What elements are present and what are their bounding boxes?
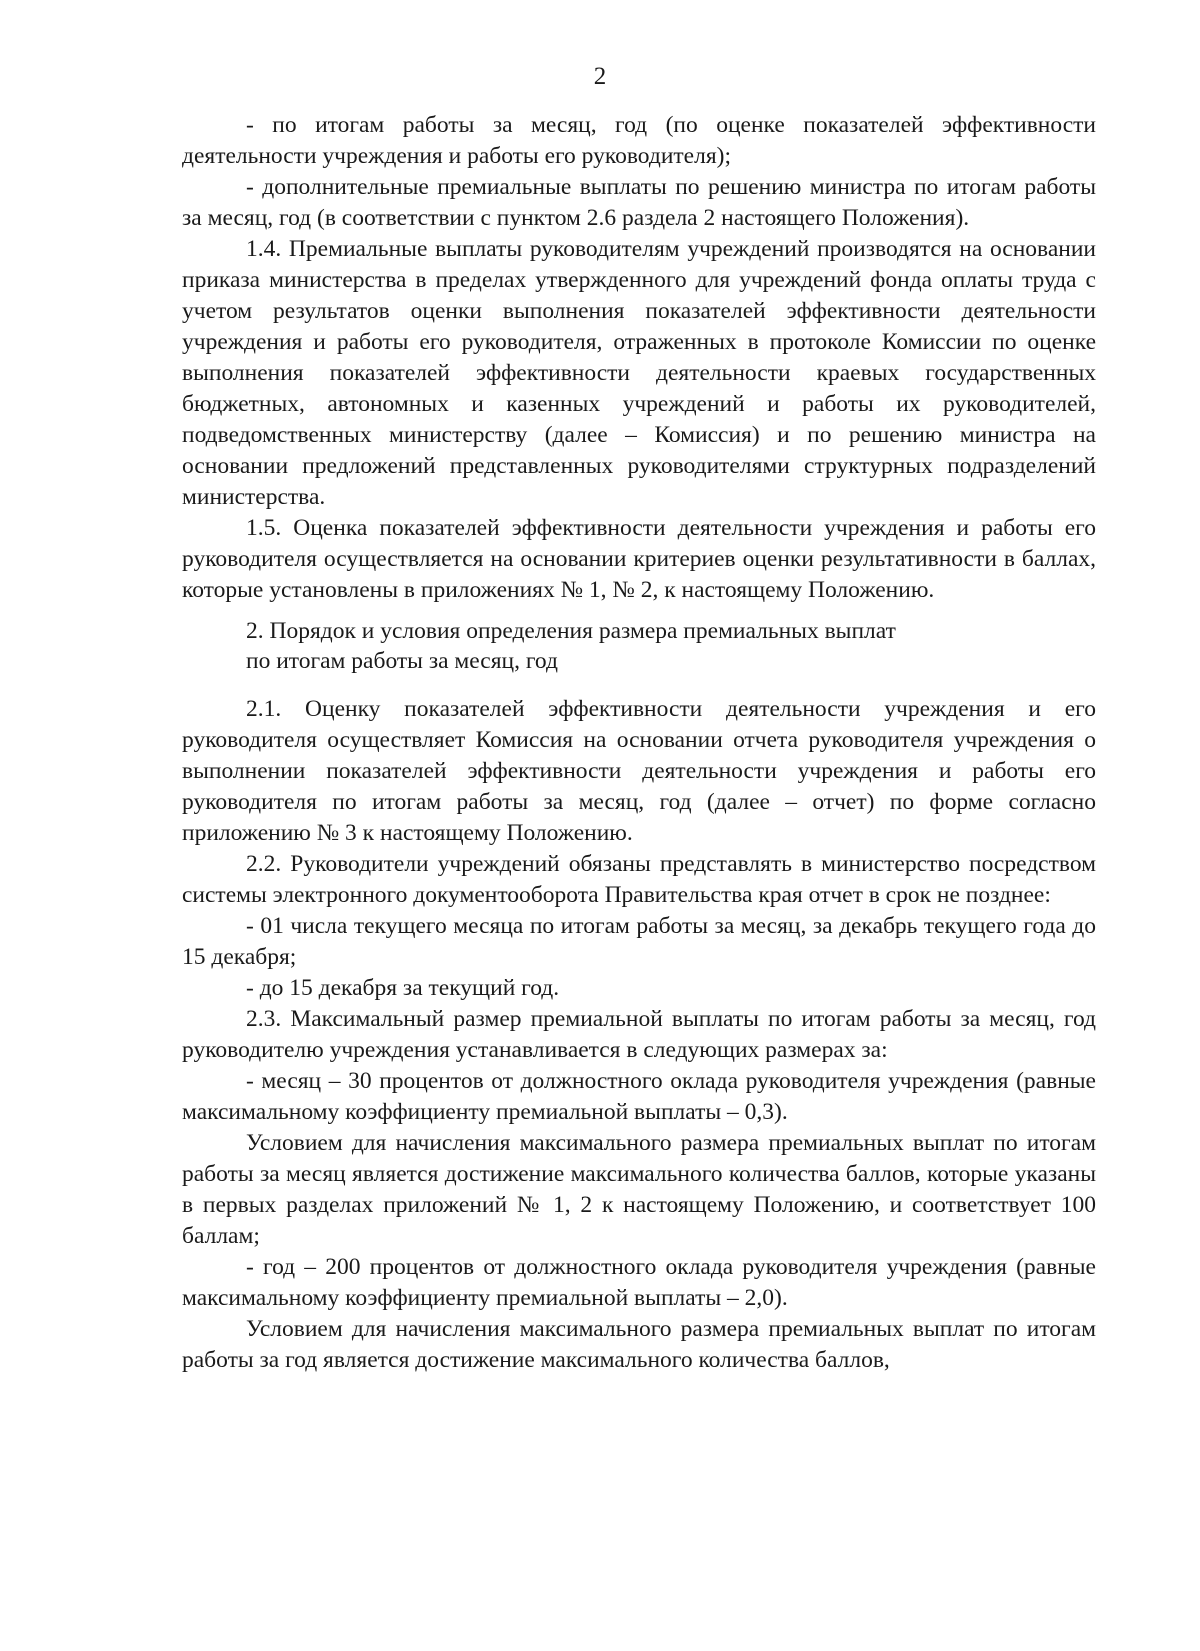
paragraph-2-2: 2.2. Руководители учреждений обязаны представлять в министерство посредством системы электронного документооборота Правительства края отчет в срок не позднее: [182,851,1096,908]
page-number: 2 [593,63,607,90]
section-heading-line-2: по итогам работы за месяц, год [246,648,558,674]
document-body [182,110,1096,1376]
list-item-deadline-month: - 01 числа текущего месяца по итогам работы за месяц, за декабрь текущего года до 15 декабря; [182,913,1096,970]
paragraph-2-3: 2.3. Максимальный размер премиальной выплаты по итогам работы за месяц, год руководителю учреждения устанавливается в следующих размерах за: [182,1006,1096,1063]
paragraph-year-condition: Условием для начисления максимального размера премиальных выплат по итогам работы за год является достижение максимального количества баллов, [182,1316,1096,1373]
list-item-monthly-yearly: - по итогам работы за месяц, год (по оценке показателей эффективности деятельности учреждения и работы его руководителя); [182,112,1096,169]
list-item-deadline-year: - до 15 декабря за текущий год. [246,975,560,1001]
section-heading-line-1: 2. Порядок и условия определения размера премиальных выплат [246,618,896,644]
paragraph-1-4: 1.4. Премиальные выплаты руководителям учреждений производятся на основании приказа министерства в пределах утвержденного для учреждений фонда оплаты труда с учетом результатов оценки выполнения показателей эффективности деятельности учреждения и работы его руководителя, отраженных в протоколе Комиссии по оценке выполнения показателей эффективности деятельности краевых государственных бюджетных, автономных и казенных учреждений и работы их руководителей, подведомственных министерству (далее – Комиссия) и по решению министра на основании предложений представленных руководителями структурных подразделений министерства. [182,236,1096,510]
list-item-year-rate: - год – 200 процентов от должностного оклада руководителя учреждения (равные максимальному коэффициенту премиальной выплаты – 2,0). [182,1254,1096,1311]
paragraph-2-1: 2.1. Оценку показателей эффективности деятельности учреждения и его руководителя осуществляет Комиссия на основании отчета руководителя учреждения о выполнении показателей эффективности деятельности учреждения и работы его руководителя по итогам работы за месяц, год (далее – отчет) по форме согласно приложению № 3 к настоящему Положению. [182,696,1096,846]
list-item-month-rate: - месяц – 30 процентов от должностного оклада руководителя учреждения (равные максимальному коэффициенту премиальной выплаты – 0,3). [182,1068,1096,1125]
paragraph-1-5: 1.5. Оценка показателей эффективности деятельности учреждения и работы его руководителя осуществляется на основании критериев оценки результативности в баллах, которые установлены в приложениях № 1, № 2, к настоящему Положению. [182,515,1096,603]
list-item-additional-bonus: - дополнительные премиальные выплаты по решению министра по итогам работы за месяц, год (в соответствии с пунктом 2.6 раздела 2 настоящего Положения). [182,174,1096,231]
section-heading [182,616,1096,676]
paragraph-month-condition: Условием для начисления максимального размера премиальных выплат по итогам работы за месяц является достижение максимального количества баллов, которые указаны в первых разделах приложений № 1, 2 к настоящему Положению, и соответствует 100 баллам; [182,1130,1096,1249]
